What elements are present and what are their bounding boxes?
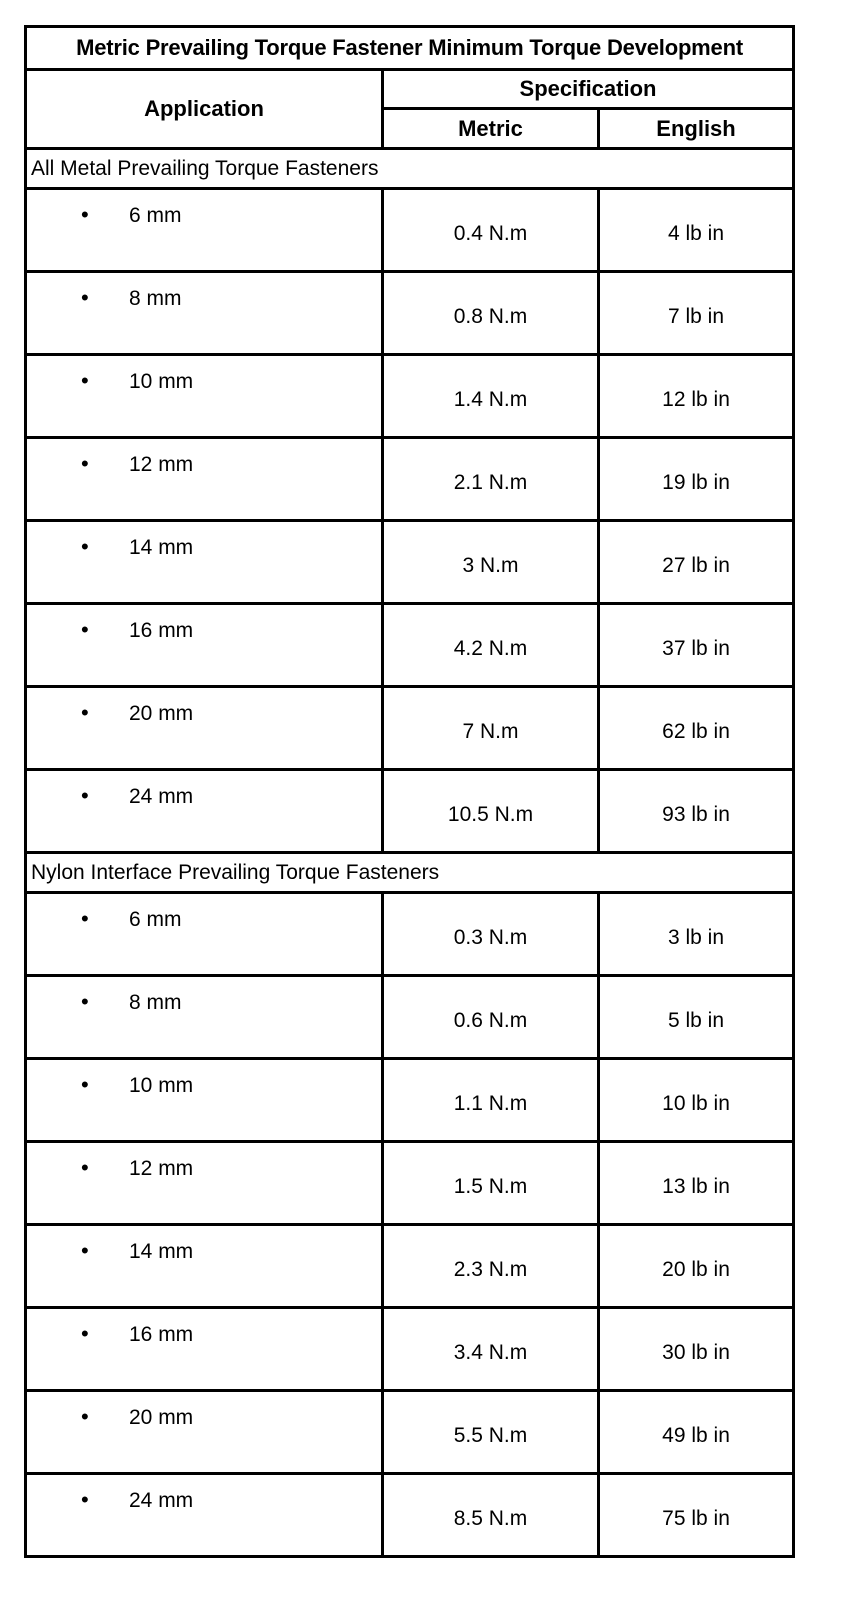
table-row	[26, 438, 794, 521]
table-row	[26, 1059, 794, 1142]
bullet-icon: •	[81, 1404, 89, 1429]
fastener-size: 14 mm	[129, 1240, 194, 1263]
table-row	[26, 1474, 794, 1557]
application-cell	[26, 1225, 383, 1308]
application-cell	[26, 1142, 383, 1225]
metric-value: 0.8 N.m	[383, 272, 599, 355]
section-header-row	[26, 149, 794, 189]
metric-value: 3.4 N.m	[383, 1308, 599, 1391]
bullet-icon: •	[81, 617, 89, 642]
table-row	[26, 521, 794, 604]
table-title: Metric Prevailing Torque Fastener Minimum Torque Development	[26, 27, 794, 70]
english-value: 4 lb in	[599, 189, 794, 272]
bullet-icon: •	[81, 906, 89, 931]
metric-value: 1.4 N.m	[383, 355, 599, 438]
section-title: Nylon Interface Prevailing Torque Fasteners	[26, 853, 794, 893]
english-value: 10 lb in	[599, 1059, 794, 1142]
title-row	[26, 27, 794, 70]
english-value: 12 lb in	[599, 355, 794, 438]
torque-spec-table	[24, 25, 795, 1558]
bullet-icon: •	[81, 1321, 89, 1346]
bullet-icon: •	[81, 1487, 89, 1512]
english-value: 49 lb in	[599, 1391, 794, 1474]
fastener-size: 10 mm	[129, 1074, 194, 1097]
bullet-icon: •	[81, 451, 89, 476]
metric-value: 7 N.m	[383, 687, 599, 770]
table-row	[26, 272, 794, 355]
table-row	[26, 976, 794, 1059]
fastener-size: 16 mm	[129, 619, 194, 642]
table-row	[26, 1142, 794, 1225]
table-row	[26, 604, 794, 687]
english-value: 30 lb in	[599, 1308, 794, 1391]
bullet-icon: •	[81, 1072, 89, 1097]
application-cell	[26, 438, 383, 521]
metric-value: 2.3 N.m	[383, 1225, 599, 1308]
metric-value: 1.1 N.m	[383, 1059, 599, 1142]
metric-value: 8.5 N.m	[383, 1474, 599, 1557]
fastener-size: 24 mm	[129, 785, 194, 808]
fastener-size: 24 mm	[129, 1489, 194, 1512]
table-row	[26, 687, 794, 770]
table-row	[26, 770, 794, 853]
fastener-size: 16 mm	[129, 1323, 194, 1346]
application-cell	[26, 355, 383, 438]
table-row	[26, 1391, 794, 1474]
bullet-icon: •	[81, 989, 89, 1014]
english-value: 13 lb in	[599, 1142, 794, 1225]
english-value: 37 lb in	[599, 604, 794, 687]
application-cell	[26, 770, 383, 853]
fastener-size: 12 mm	[129, 453, 194, 476]
application-cell	[26, 893, 383, 976]
application-cell	[26, 1474, 383, 1557]
header-specification: Specification	[383, 70, 794, 109]
application-cell	[26, 976, 383, 1059]
metric-value: 0.4 N.m	[383, 189, 599, 272]
metric-value: 0.6 N.m	[383, 976, 599, 1059]
english-value: 93 lb in	[599, 770, 794, 853]
bullet-icon: •	[81, 1155, 89, 1180]
english-value: 20 lb in	[599, 1225, 794, 1308]
english-value: 27 lb in	[599, 521, 794, 604]
application-cell	[26, 1391, 383, 1474]
english-value: 7 lb in	[599, 272, 794, 355]
fastener-size: 6 mm	[129, 204, 182, 227]
fastener-size: 14 mm	[129, 536, 194, 559]
metric-value: 10.5 N.m	[383, 770, 599, 853]
header-application: Application	[26, 70, 383, 149]
fastener-size: 8 mm	[129, 991, 182, 1014]
header-metric: Metric	[383, 109, 599, 149]
table-row	[26, 1225, 794, 1308]
header-english: English	[599, 109, 794, 149]
table-row	[26, 355, 794, 438]
bullet-icon: •	[81, 368, 89, 393]
table-body	[26, 149, 794, 1557]
bullet-icon: •	[81, 1238, 89, 1263]
bullet-icon: •	[81, 700, 89, 725]
metric-value: 5.5 N.m	[383, 1391, 599, 1474]
english-value: 19 lb in	[599, 438, 794, 521]
table-row	[26, 893, 794, 976]
metric-value: 2.1 N.m	[383, 438, 599, 521]
section-header-row	[26, 853, 794, 893]
bullet-icon: •	[81, 534, 89, 559]
metric-value: 4.2 N.m	[383, 604, 599, 687]
bullet-icon: •	[81, 783, 89, 808]
fastener-size: 20 mm	[129, 1406, 194, 1429]
application-cell	[26, 521, 383, 604]
bullet-icon: •	[81, 285, 89, 310]
table-row	[26, 1308, 794, 1391]
section-title: All Metal Prevailing Torque Fasteners	[26, 149, 794, 189]
metric-value: 0.3 N.m	[383, 893, 599, 976]
english-value: 3 lb in	[599, 893, 794, 976]
metric-value: 1.5 N.m	[383, 1142, 599, 1225]
header-row-1	[26, 70, 794, 109]
application-cell	[26, 604, 383, 687]
application-cell	[26, 189, 383, 272]
application-cell	[26, 1059, 383, 1142]
metric-value: 3 N.m	[383, 521, 599, 604]
application-cell	[26, 1308, 383, 1391]
table-row	[26, 189, 794, 272]
application-cell	[26, 687, 383, 770]
english-value: 75 lb in	[599, 1474, 794, 1557]
bullet-icon: •	[81, 202, 89, 227]
fastener-size: 10 mm	[129, 370, 194, 393]
fastener-size: 6 mm	[129, 908, 182, 931]
fastener-size: 20 mm	[129, 702, 194, 725]
fastener-size: 8 mm	[129, 287, 182, 310]
application-cell	[26, 272, 383, 355]
english-value: 62 lb in	[599, 687, 794, 770]
fastener-size: 12 mm	[129, 1157, 194, 1180]
english-value: 5 lb in	[599, 976, 794, 1059]
